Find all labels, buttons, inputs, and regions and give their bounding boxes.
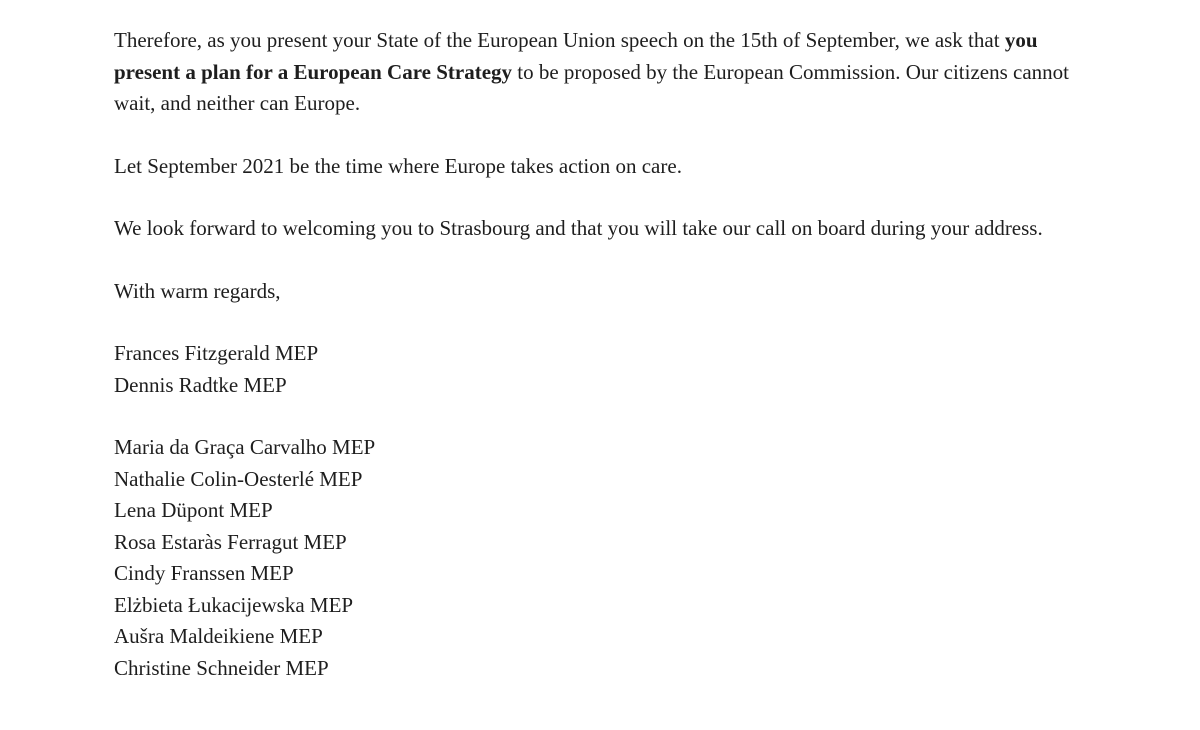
signatory-name: Christine Schneider MEP [114, 655, 329, 680]
signatory-name: Aušra Maldeikiene MEP [114, 624, 323, 648]
signatory-name: Frances Fitzgerald MEP [114, 341, 319, 365]
paragraph-1-conclusion: to be proposed by the European Commission. Our citizens cannot wait, and neither can Europe. [114, 59, 1070, 115]
signatory-name: Dennis Radtke MEP [114, 372, 287, 397]
paragraph-september-action: Let September 2021 be the time where Europe takes action on care. [114, 153, 682, 178]
letter-body [114, 25, 1094, 715]
closing-salutation: With warm regards, [114, 278, 281, 303]
paragraph-strasbourg-welcome: We look forward to welcoming you to Strasbourg and that you will take our call on board during your address. [114, 216, 1043, 240]
signatory-name: Rosa Estaràs Ferragut MEP [114, 529, 347, 554]
signatories-secondary [114, 432, 1094, 684]
paragraph-care-strategy-request [114, 25, 1094, 120]
signatory-name: Cindy Franssen MEP [114, 561, 294, 585]
signatories-primary [114, 338, 1094, 401]
signatory-name: Maria da Graça Carvalho MEP [114, 435, 376, 459]
signatory-name: Lena Düpont MEP [114, 498, 273, 522]
paragraph-1-emphasis: you present a plan for a European Care Strategy [114, 28, 1038, 84]
signatory-name: Nathalie Colin-Oesterlé MEP [114, 466, 363, 491]
signatory-name: Elżbieta Łukacijewska MEP [114, 592, 354, 617]
paragraph-1-intro: Therefore, as you present your State of the European Union speech on the 15th of September, we ask that [114, 28, 1005, 52]
